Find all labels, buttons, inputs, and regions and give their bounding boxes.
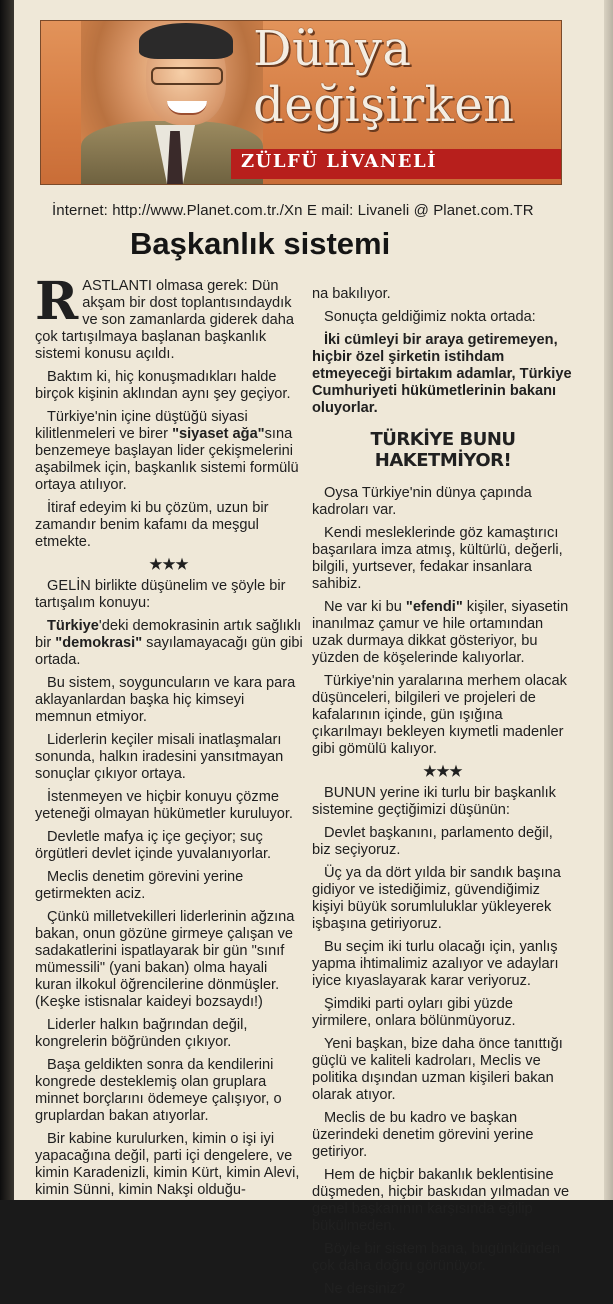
paragraph: Devlet başkanını, parlamento değil, biz seçiyoruz.	[312, 825, 553, 858]
paragraph: Bir kabine kurulurken, kimin o işi iyi yapacağına değil, parti içi dengelere, ve kimin Karadenizli, kimin Kürt, kimin Alevi, kimin Sünni, kimin Nakşi olduğu-	[35, 1131, 300, 1198]
paragraph: Devletle mafya iç içe geçiyor; suç örgütleri devlet içinde yuvalanıyorlar.	[35, 829, 272, 862]
paragraph: Kendi mesleklerinde göz kamaştırıcı başarılara imza atmış, kültürlü, değerli, bilgili, yurtsever, fedakar insanlara sahibiz.	[312, 525, 563, 592]
paragraph-text: Türkiye'nin içine düştüğü siyasi kilitlenmeleri ve birer	[35, 409, 248, 442]
column-banner	[40, 20, 562, 185]
paragraph: Başa geldikten sonra da kendilerini kongrede desteklemiş olan gruplara minnet borçlarını ödemeye çalışıyor, o gruplardan bakan atıyorlar.	[35, 1057, 282, 1124]
paragraph-text: ASTLANTI olmasa gerek: Dün akşam bir dost toplantısındaydık ve son zamanlarda giderek daha çok tartışılmaya başlanan başkanlık sistemi konusu açıldı.	[35, 278, 294, 362]
paragraph: Şimdiki parti oyları gibi yüzde yirmilere, onlara bölünmüyoruz.	[312, 996, 516, 1029]
paragraph: İstenmeyen ve hiçbir konuyu çözme yeteneği olmayan hükümetler kuruluyor.	[35, 789, 293, 822]
emphasis: "efendi"	[405, 599, 463, 615]
drop-cap: R	[35, 271, 79, 332]
subheading: TÜRKİYE BUNU HAKETMİYOR!	[370, 429, 516, 471]
article-headline: Başkanlık sistemi	[130, 226, 391, 261]
paragraph-text: 'deki demokrasinin artık sağlıklı bir	[35, 618, 302, 651]
glasses	[151, 67, 223, 85]
paragraph-text: sına benzemeye başlayan lider çekişmelerini aşabilmek için, başkanlık sistemi formülü ortaya atılıyor.	[35, 426, 299, 493]
emphasis: "siyaset ağa"	[172, 426, 265, 442]
paragraph	[35, 271, 303, 363]
paragraph	[35, 409, 303, 494]
article-column-2	[312, 286, 574, 1304]
article-column-1	[35, 271, 303, 1205]
paragraph: Ne dersiniz?	[324, 1281, 406, 1297]
paragraph: Oysa Türkiye'nin dünya çapında kadroları var.	[312, 485, 532, 518]
paragraph	[35, 618, 303, 669]
paragraph: GELİN birlikte düşünelim ve şöyle bir tartışalım konuyu:	[35, 578, 286, 611]
paragraph: Çünkü milletvekilleri liderlerinin ağzına bakan, onun gözüne girmeye çalışan ve sadakatlerini ispatlayarak bir gün "sınıf mümessili" (yani bakan) olma hayali kuran ilkokul öğrencilerine dönmüşler. (Keşke istisnalar kaideyi bozsaydı!)	[35, 909, 295, 1010]
paragraph: Bu sistem, soyguncuların ve kara para aklayanlardan başka hiç kimseyi memnun etmiyor.	[35, 675, 296, 725]
paragraph: Üç ya da dört yılda bir sandık başına gidiyor ve istediğimiz, güvendiğimiz kişiyi büyük sorumluluklar yükleyerek işbaşına getiriyoruz.	[312, 865, 561, 932]
contact-line: İnternet: http://www.Planet.com.tr./Xn E mail: Livaneli @ Planet.com.TR	[52, 202, 534, 219]
paragraph: Böyle bir sistem bana, bugünkünden çok daha doğru görünüyor.	[312, 1241, 561, 1274]
paragraph: BUNUN yerine iki turlu bir başkanlık sistemine geçtiğimizi düşünün:	[312, 785, 556, 818]
paragraph: İtiraf edeyim ki bu çözüm, uzun bir zamandır benim kafamı da meşgul etmekte.	[35, 500, 269, 550]
paragraph: Bu seçim iki turlu olacağı için, yanlış yapma ihtimalimiz azalıyor ve adayları iyice kıyaslayarak karar veriyoruz.	[312, 939, 559, 989]
paragraph: Liderlerin keçiler misali inatlaşmaları sonunda, halkın iradesini yansıtmayan sonuçlar çıkıyor ortaya.	[35, 732, 284, 782]
column-title-line1: Dünya	[253, 21, 412, 77]
paragraph: na bakılıyor.	[312, 286, 391, 302]
hair	[139, 23, 233, 59]
paragraph	[312, 599, 574, 667]
paragraph-text: kişiler, siyasetin inanılmaz çamur ve hile ortamından uzak durmaya dikkat gösteriyor, bu yüzden de köşelerinde kalıyorlar.	[312, 599, 569, 666]
section-divider: ★★★	[423, 764, 463, 780]
paper-edge	[604, 0, 613, 1200]
emphasis: Türkiye	[47, 618, 99, 634]
photo-dark-edge	[0, 0, 14, 1200]
paragraph: Liderler halkın bağrından değil, kongrelerin böğründen çıkıyor.	[35, 1017, 248, 1050]
paragraph: Meclis de bu kadro ve başkan üzerindeki denetim görevini yerine getiriyor.	[312, 1110, 534, 1160]
column-title-line2: değişirken	[253, 77, 515, 133]
paragraph: Sonuçta geldiğimiz nokta ortada:	[324, 309, 536, 325]
author-name: ZÜLFÜ LİVANELİ	[241, 151, 438, 172]
paragraph-text: sayılamayacağı gün gibi ortada.	[35, 635, 303, 668]
paragraph: Baktım ki, hiç konuşmadıkları halde birçok kişinin aklından aynı şey geçiyor.	[35, 369, 291, 402]
paragraph-text: Ne var ki bu	[324, 599, 406, 615]
paragraph: Türkiye'nin yaralarına merhem olacak düşünceleri, bilgileri ve projeleri de kafalarının içinde, gün ışığına çıkarılmayı bekleyen kıymetli madenler gibi gömülü kalıyor.	[312, 673, 567, 757]
paragraph: Yeni başkan, bize daha önce tanıttığı güçlü ve kaliteli kadroları, Meclis ve politika dışından uzman kişileri bakan olarak atıyor.	[312, 1036, 563, 1103]
section-divider: ★★★	[149, 557, 189, 573]
paragraph-bold: İki cümleyi bir araya getiremeyen, hiçbir özel şirketin istihdam etmeyeceği birtakım adamlar, Türkiye Cumhuriyeti hükümetlerinin bakanı oluyorlar.	[312, 332, 572, 416]
emphasis: "demokrasi"	[55, 635, 143, 651]
paragraph: Hem de hiçbir bakanlık beklentisine düşmeden, hiçbir baskıdan yılmadan ve genel başkanının karşısında eğilip bükülmeden.	[312, 1167, 570, 1234]
paragraph: Meclis denetim görevini yerine getirmekten aciz.	[35, 869, 244, 902]
